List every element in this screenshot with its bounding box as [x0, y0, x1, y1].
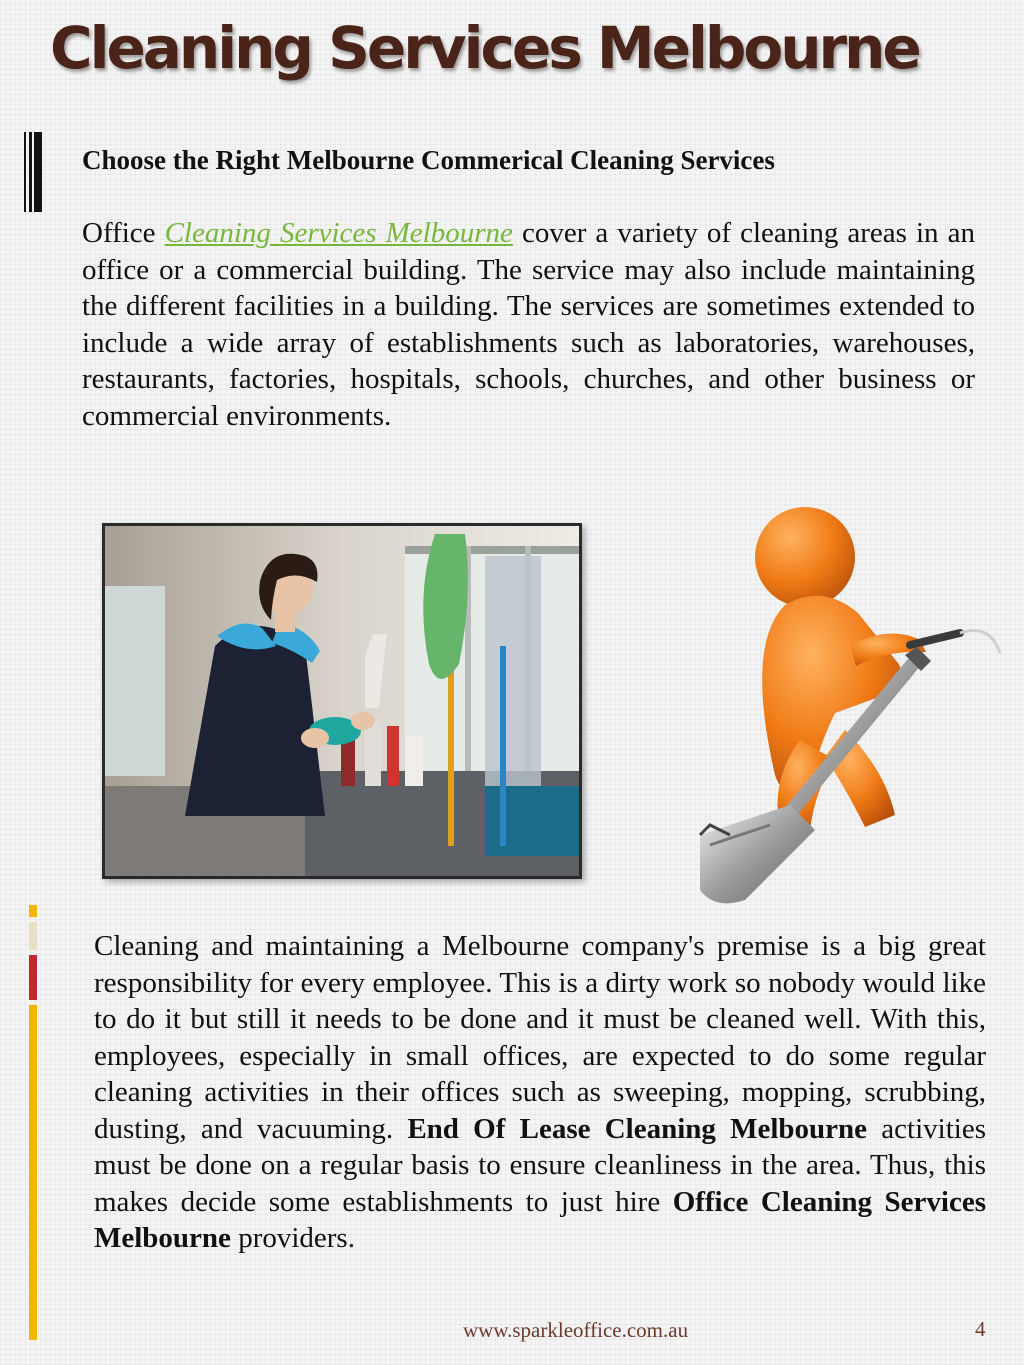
- orange-figure-vacuum: [680, 505, 1014, 915]
- section-heading: Choose the Right Melbourne Commerical Cleaning Services: [82, 145, 775, 175]
- page-number: 4: [975, 1317, 986, 1341]
- accent-bar-beige: [29, 922, 37, 950]
- cleaning-woman-photo: [102, 523, 582, 879]
- accent-bar-red: [29, 955, 37, 1000]
- cleaning-services-link[interactable]: Cleaning Services Melbourne: [164, 217, 513, 249]
- decorative-bars: [24, 132, 44, 212]
- accent-bar-yellow: [29, 1005, 37, 1340]
- footer-website-url: www.sparkleoffice.com.au: [463, 1318, 689, 1342]
- intro-paragraph: Office Cleaning Services Melbourne cover a variety of cleaning areas in an office or a commercial building. The service may also include maintaining the different facilities in a building. The services are sometimes extended to include a wide array of establishments such as laboratories, warehouses, restaurants, factories, hospitals, schools, churches, and other business or commercial environments.: [82, 217, 975, 432]
- page-title: Cleaning Services Melbourne: [50, 14, 919, 82]
- body-paragraph: Cleaning and maintaining a Melbourne company's premise is a big great responsibility for every employee. This is a dirty work so nobody would like to do it but still it needs to be done and it must be cleaned well. With this, employees, especially in small offices, are expected to do some regular cleaning activities in their offices such as sweeping, mopping, scrubbing, dusting, and vacuuming. End Of Lease Cleaning Melbourne activities must be done on a regular basis to ensure cleanliness in the area. Thus, this makes decide some establishments to just hire Office Cleaning Services Melbourne providers.: [94, 930, 986, 1254]
- accent-bar-yellow-top: [29, 905, 37, 917]
